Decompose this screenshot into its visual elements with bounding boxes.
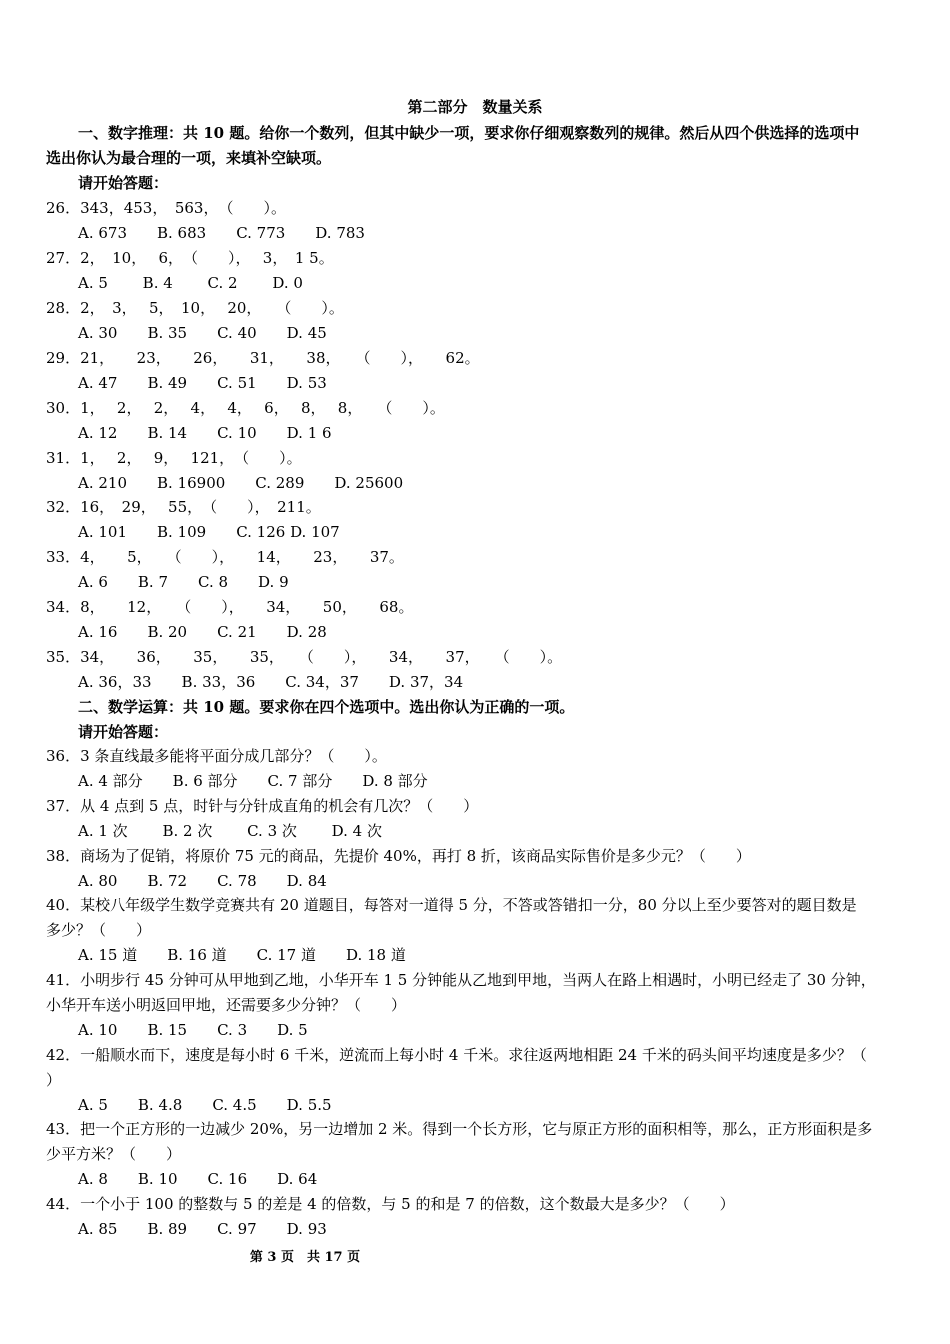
question-35: 35．34， 36， 35， 35， （ ）， 34， 37， （ ）。 — [46, 648, 563, 666]
options-41: A. 10 B. 15 C. 3 D. 5 — [78, 1021, 308, 1039]
options-27: A. 5 B. 4 C. 2 D. 0 — [78, 274, 303, 292]
question-42-cont: ） — [46, 1071, 62, 1089]
question-42: 42．一船顺水而下，速度是每小时 6 千米，逆流而上每小时 4 千米。求往返两地相距 24 千米的码头间平均速度是多少？（ — [46, 1046, 867, 1064]
options-37: A. 1 次 B. 2 次 C. 3 次 D. 4 次 — [78, 822, 382, 840]
question-43: 43．把一个正方形的一边减少 20%，另一边增加 2 米。得到一个长方形，它与原正方形的面积相等，那么，正方形面积是多 — [46, 1120, 873, 1138]
section1-heading: 一、数字推理：共 10 题。给你一个数列，但其中缺少一项，要求你仔细观察数列的规律。然后从四个供选择的选项中 — [78, 124, 860, 142]
question-43-cont: 少平方米？（ ） — [46, 1145, 182, 1163]
question-40: 40．某校八年级学生数学竞赛共有 20 道题目，每答对一道得 5 分，不答或答错扣一分，80 分以上至少要答对的题目数是 — [46, 896, 857, 914]
question-31: 31．1， 2， 9， 121， （ ）。 — [46, 449, 302, 467]
question-26: 26．343，453， 563， （ ）。 — [46, 199, 286, 217]
question-30: 30．1， 2， 2， 4， 4， 6， 8， 8， （ ）。 — [46, 399, 445, 417]
question-41-cont: 小华开车送小明返回甲地，还需要多少分钟？（ ） — [46, 996, 407, 1014]
options-42: A. 5 B. 4.8 C. 4.5 D. 5.5 — [78, 1096, 332, 1114]
options-26: A. 673 B. 683 C. 773 D. 783 — [78, 224, 365, 242]
question-34: 34．8， 12， （ ）， 34， 50， 68。 — [46, 598, 414, 616]
question-37: 37．从 4 点到 5 点，时针与分针成直角的机会有几次？（ ） — [46, 797, 479, 815]
options-44: A. 85 B. 89 C. 97 D. 93 — [78, 1220, 327, 1238]
section1-start: 请开始答题： — [78, 174, 169, 192]
section1-heading-cont: 选出你认为最合理的一项，来填补空缺项。 — [46, 149, 332, 167]
options-38: A. 80 B. 72 C. 78 D. 84 — [78, 872, 327, 890]
question-33: 33．4， 5， （ ）， 14， 23， 37。 — [46, 548, 404, 566]
question-32: 32．16， 29， 55， （ ）， 211。 — [46, 498, 321, 516]
options-36: A. 4 部分 B. 6 部分 C. 7 部分 D. 8 部分 — [78, 772, 428, 790]
page-footer: 第 3 页 共 17 页 — [249, 1250, 361, 1265]
section2-start: 请开始答题： — [78, 723, 169, 741]
question-27: 27．2， 10， 6， （ ）， 3， 1 5。 — [46, 249, 334, 267]
options-32: A. 101 B. 109 C. 126 D. 107 — [78, 523, 340, 541]
options-33: A. 6 B. 7 C. 8 D. 9 — [78, 573, 289, 591]
question-40-cont: 多少？（ ） — [46, 921, 152, 939]
options-35: A. 36，33 B. 33，36 C. 34，37 D. 37，34 — [78, 673, 464, 691]
question-38: 38．商场为了促销，将原价 75 元的商品，先提价 40%，再打 8 折，该商品实际售价是多少元？（ ） — [46, 847, 751, 865]
options-28: A. 30 B. 35 C. 40 D. 45 — [78, 324, 327, 342]
options-34: A. 16 B. 20 C. 21 D. 28 — [78, 623, 327, 641]
options-43: A. 8 B. 10 C. 16 D. 64 — [78, 1170, 318, 1188]
section2-heading: 二、数学运算：共 10 题。要求你在四个选项中。选出你认为正确的一项。 — [78, 698, 575, 716]
page-title: 第二部分 数量关系 — [407, 98, 543, 116]
options-31: A. 210 B. 16900 C. 289 D. 25600 — [78, 474, 404, 492]
question-28: 28．2， 3， 5， 10， 20， （ ）。 — [46, 299, 344, 317]
question-36: 36．3 条直线最多能将平面分成几部分？（ ）。 — [46, 747, 387, 765]
question-44: 44．一个小于 100 的整数与 5 的差是 4 的倍数，与 5 的和是 7 的倍数，这个数最大是多少？（ ） — [46, 1195, 735, 1213]
options-40: A. 15 道 B. 16 道 C. 17 道 D. 18 道 — [78, 946, 406, 964]
options-30: A. 12 B. 14 C. 10 D. 1 6 — [78, 424, 332, 442]
options-29: A. 47 B. 49 C. 51 D. 53 — [78, 374, 327, 392]
question-29: 29．21， 23， 26， 31， 38， （ ）， 62。 — [46, 349, 480, 367]
question-41: 41．小明步行 45 分钟可从甲地到乙地，小华开车 1 5 分钟能从乙地到甲地，当两人在路上相遇时，小明已经走了 30 分钟， — [46, 971, 876, 989]
